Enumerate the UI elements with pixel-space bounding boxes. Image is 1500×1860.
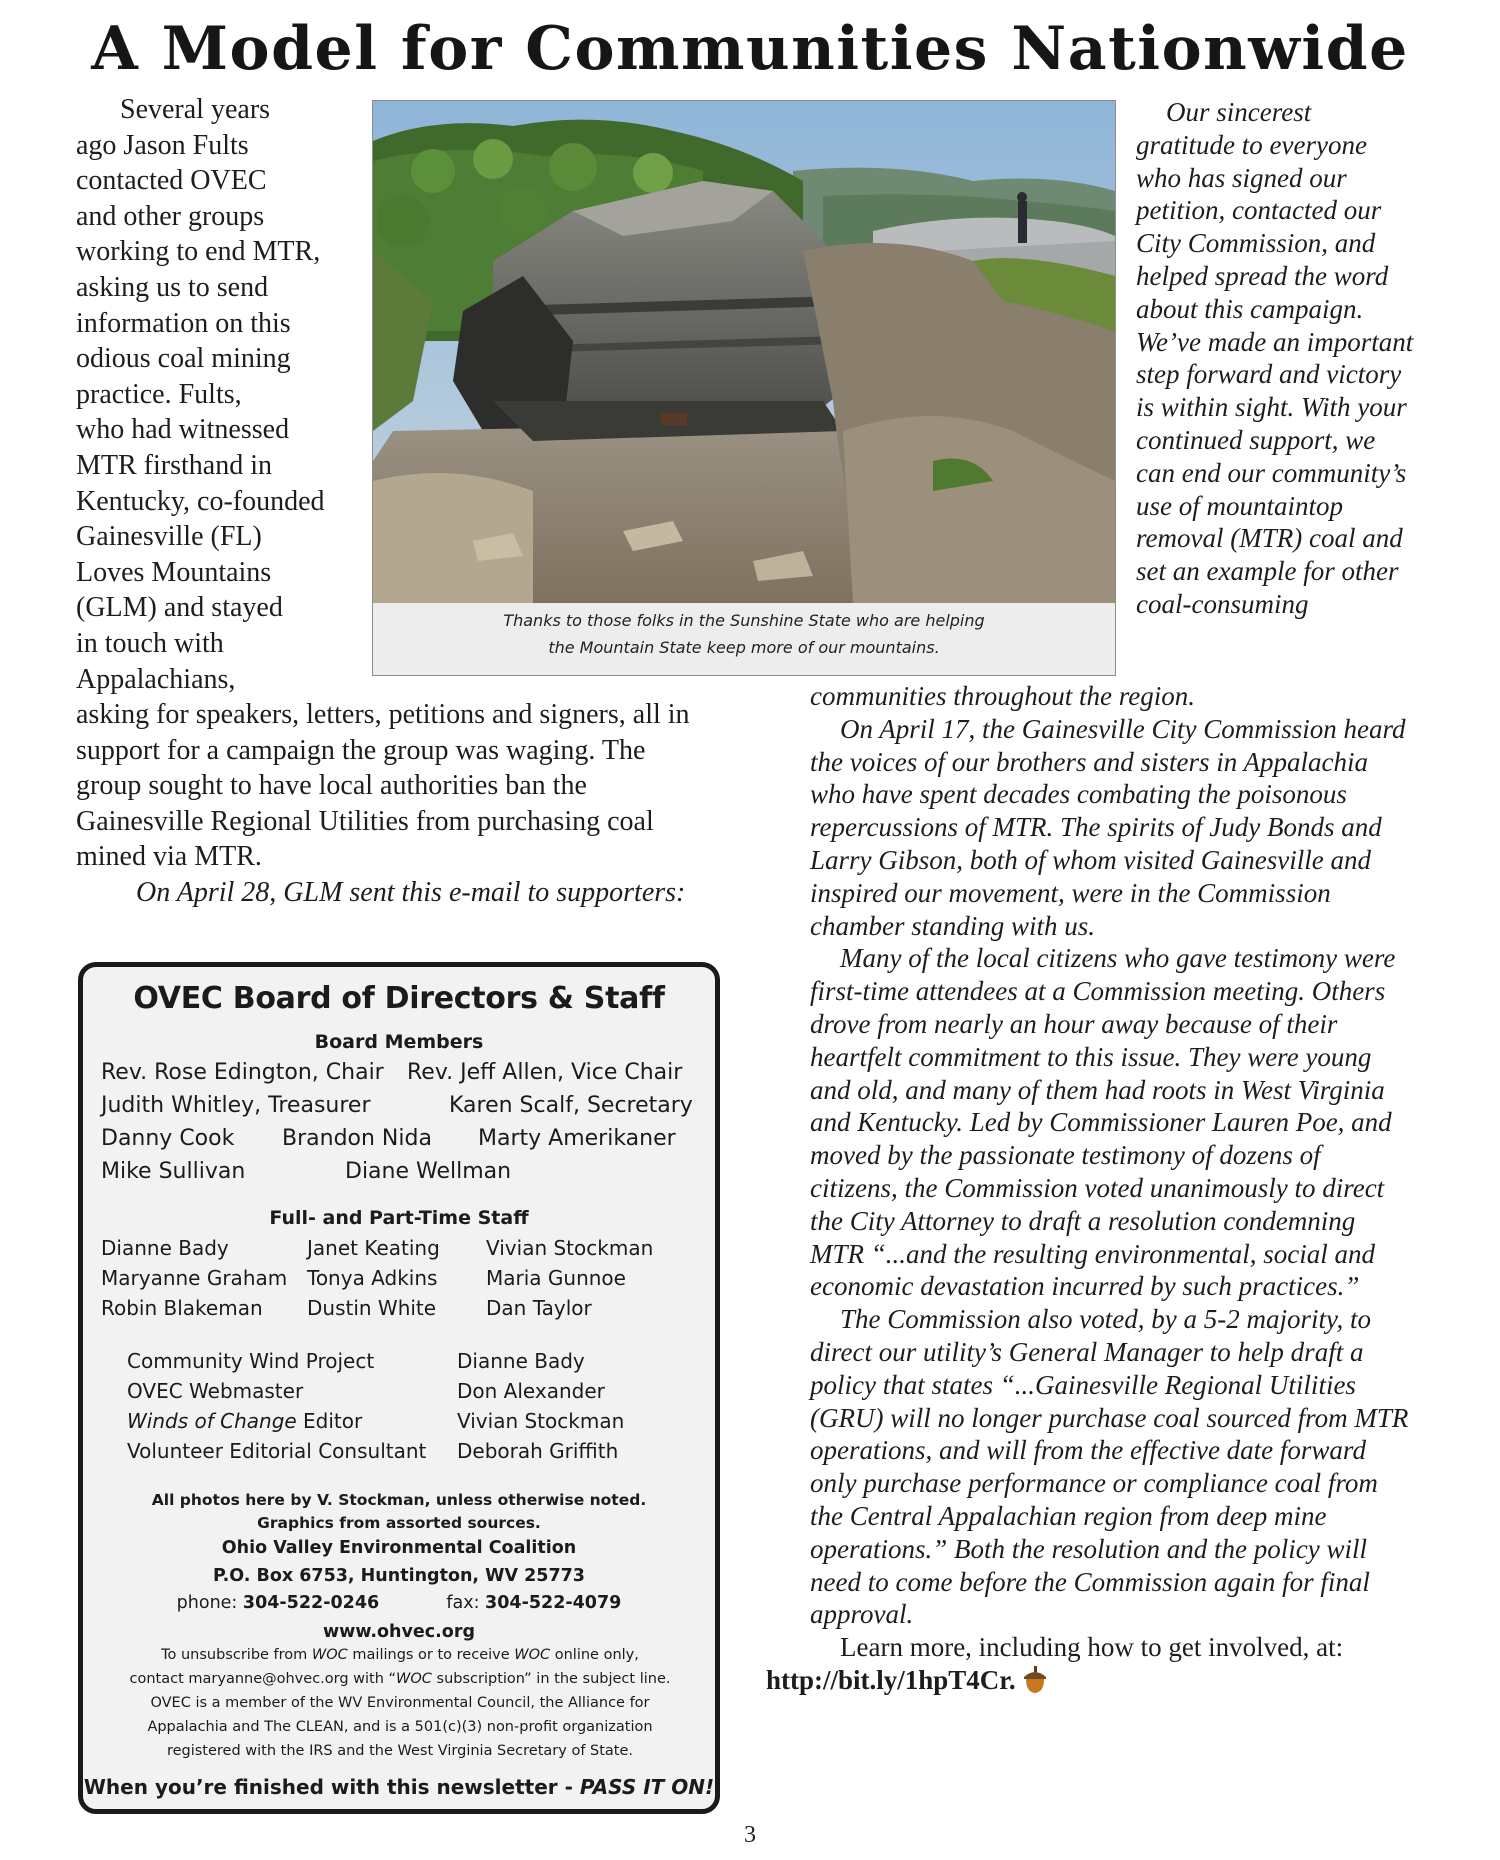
staff-member: Janet Keating <box>307 1236 440 1260</box>
link-period: . <box>1008 1664 1016 1695</box>
contact-row <box>127 1409 717 1437</box>
staff-member: Dan Taylor <box>486 1296 592 1320</box>
contact-role: OVEC Webmaster <box>127 1379 304 1403</box>
board-member: Judith Whitley, Treasurer <box>101 1093 371 1118</box>
acorn-icon <box>1022 1666 1048 1702</box>
right-column-upper <box>1136 96 1416 621</box>
email-paragraph-1-end: communities throughout the region. <box>810 681 1195 711</box>
staff-member: Dianne Bady <box>101 1236 229 1260</box>
board-row <box>101 1093 721 1123</box>
membership-line: OVEC is a member of the WV Environmental Council, the Alliance for <box>150 1695 650 1711</box>
pass-it-text: When you’re finished with this newsletter - <box>83 1775 580 1799</box>
contact-name: Vivian Stockman <box>457 1409 625 1433</box>
campaign-link[interactable]: http://bit.ly/1hpT4Cr <box>766 1664 1009 1695</box>
phone-number: 304-522-0246 <box>242 1593 380 1613</box>
unsub-text: contact maryanne@ohvec.org with “ <box>129 1671 397 1687</box>
wrapped-line: Several years <box>120 94 271 125</box>
contact-role <box>127 1409 362 1433</box>
wrapped-line: in touch with <box>76 627 224 659</box>
contact-name: Dianne Bady <box>457 1349 585 1373</box>
contact-name: Deborah Griffith <box>457 1439 619 1463</box>
email-paragraph-1: Our sincerest gratitude to everyone who has signed our petition, contacted our City Commission, and helped spread the word about this campaign. We’ve made an important step forward and victory is within sight. With your continued support, we can end our community’s use of mountaintop removal (MTR) coal and set an example for other coal-consuming <box>1136 97 1414 619</box>
wrapped-line: Kentucky, co-founded <box>76 485 325 517</box>
contact-role-rest: Editor <box>296 1409 363 1433</box>
unsub-text: mailings or to receive <box>347 1647 515 1663</box>
contact-row <box>127 1349 717 1377</box>
board-row <box>101 1126 721 1156</box>
board-member: Rev. Jeff Allen, Vice Chair <box>407 1060 683 1085</box>
wrapped-line: who had witnessed <box>76 414 290 446</box>
phone-label: phone: <box>176 1593 243 1613</box>
mountaintop-removal-photo <box>373 101 1115 603</box>
pass-it-on: PASS IT ON! <box>579 1775 715 1799</box>
wrapped-line: (GLM) and stayed <box>76 592 283 624</box>
board-member: Danny Cook <box>101 1126 235 1151</box>
page-number: 3 <box>744 1822 756 1848</box>
wrapped-line: Appalachians, <box>76 663 236 695</box>
staff-member: Vivian Stockman <box>486 1236 654 1260</box>
website-link[interactable]: www.ohvec.org <box>323 1622 475 1642</box>
board-member: Diane Wellman <box>345 1159 512 1184</box>
link-line <box>766 1664 1410 1702</box>
contact-role: Volunteer Editorial Consultant <box>127 1439 427 1463</box>
org-address: P.O. Box 6753, Huntington, WV 25773 <box>212 1566 585 1586</box>
graphics-credit: Graphics from assorted sources. <box>257 1514 541 1532</box>
subscription-info <box>87 1643 713 1763</box>
learn-more-text: Learn more, including how to get involved, at: <box>840 1632 1344 1663</box>
membership-line: registered with the IRS and the West Virginia Secretary of State. <box>166 1743 634 1759</box>
membership-line: Appalachia and The CLEAN, and is a 501(c)(3) non-profit organization <box>147 1719 653 1735</box>
board-member: Brandon Nida <box>282 1126 432 1151</box>
caption-line: Thanks to those folks in the Sunshine State who are helping <box>503 611 985 630</box>
org-name: Ohio Valley Environmental Coalition <box>221 1538 577 1558</box>
fax-number: 304-522-4079 <box>485 1593 622 1613</box>
woc-abbrev: WOC <box>396 1671 432 1687</box>
wrapped-line: working to end MTR, <box>76 236 321 268</box>
woc-abbrev: WOC <box>311 1647 348 1663</box>
unsub-text: subscription” in the subject line. <box>431 1671 671 1687</box>
publication-name: Winds of Change <box>127 1409 297 1433</box>
staff-member: Robin Blakeman <box>101 1296 263 1320</box>
board-heading: Board Members <box>314 1031 484 1053</box>
photo-credit: All photos here by V. Stockman, unless otherwise noted. <box>151 1491 647 1509</box>
wrapped-line: ago Jason Fults <box>76 129 249 161</box>
pass-it-on-note <box>83 1775 715 1799</box>
wrapped-line: MTR firsthand in <box>76 449 272 481</box>
fax-label: fax: <box>446 1593 486 1613</box>
photo-figure <box>372 100 1116 676</box>
board-member: Marty Amerikaner <box>478 1126 676 1151</box>
wrapped-line: practice. Fults, <box>76 378 242 410</box>
phone-fax <box>83 1590 715 1617</box>
unsub-text: To unsubscribe from <box>161 1647 312 1663</box>
email-paragraph-4: The Commission also voted, by a 5-2 majority, to direct our utility’s General Manager to help draft a policy that states “...Gainesville Regional Utilities (GRU) will no longer purchase coal sourced from MTR operations, and will from the effective date forward only purchase performance or compliance coal from the Central Appalachian region from deep mine operations.” Both the resolution and the policy will need to come before the Commission again for final approval. <box>810 1304 1409 1630</box>
unsub-text: online only, <box>550 1647 639 1663</box>
contact-row <box>127 1439 717 1467</box>
woc-abbrev: WOC <box>514 1647 551 1663</box>
wrapped-line: contacted OVEC <box>76 165 267 197</box>
wrapped-line: Gainesville (FL) <box>76 521 262 553</box>
caption-line: the Mountain State keep more of our mountains. <box>548 638 940 657</box>
staff-heading: Full- and Part-Time Staff <box>269 1207 529 1229</box>
wrapped-line: information on this <box>76 307 291 339</box>
left-paragraph-2: On April 28, GLM sent this e-mail to supporters: <box>136 877 686 909</box>
wrapped-line: and other groups <box>76 200 265 232</box>
wrapped-line: asking us to send <box>76 271 269 303</box>
staff-member: Dustin White <box>307 1296 437 1320</box>
staff-row <box>101 1266 721 1294</box>
wrapped-line: odious coal mining <box>76 343 291 375</box>
paragraph-continuation: asking for speakers, letters, petitions and signers, all in support for a campaign the group was waging. The group sought to have local authorities ban the Gainesville Regional Utilities from purchasing coal mined via MTR. <box>76 699 690 873</box>
contact-role: Community Wind Project <box>127 1349 375 1373</box>
contact-name: Don Alexander <box>457 1379 605 1403</box>
board-member: Mike Sullivan <box>101 1159 246 1184</box>
staff-row <box>101 1296 721 1324</box>
contact-row <box>127 1379 717 1407</box>
email-paragraph-3: Many of the local citizens who gave testimony were first-time attendees at a Commission meeting. Others drove from nearly an hour away because of their heartfelt commitment to this issue. They were young and old, and many of them had roots in West Virginia and Kentucky. Led by Commissioner Lauren Poe, and moved by the passionate testimony of dozens of citizens, the Commission voted unanimously to direct the City Attorney to draft a resolution condemning MTR “...and the resulting environmental, social and economic devastation incurred by such practices.” <box>810 943 1396 1302</box>
board-row <box>101 1159 721 1189</box>
article-title: A Model for Communities Nationwide <box>91 14 1409 84</box>
box-title: OVEC Board of Directors & Staff <box>133 981 665 1016</box>
staff-member: Maryanne Graham <box>101 1266 288 1290</box>
email-paragraph-2: On April 17, the Gainesville City Commission heard the voices of our brothers and sisters in Appalachia who have spent decades combating the poisonous repercussions of MTR. The spirits of Judy Bonds and Larry Gibson, both of whom visited Gainesville and inspired our movement, were in the Commission chamber standing with us. <box>810 713 1406 941</box>
photo-caption <box>373 607 1115 661</box>
staff-member: Maria Gunnoe <box>486 1266 626 1290</box>
right-column-lower <box>766 680 1410 1702</box>
board-row <box>101 1060 721 1090</box>
wrapped-line: Loves Mountains <box>76 556 272 588</box>
ovec-board-box <box>78 962 720 1814</box>
board-member: Karen Scalf, Secretary <box>449 1093 693 1118</box>
staff-member: Tonya Adkins <box>307 1266 438 1290</box>
staff-row <box>101 1236 721 1264</box>
board-member: Rev. Rose Edington, Chair <box>101 1060 384 1085</box>
